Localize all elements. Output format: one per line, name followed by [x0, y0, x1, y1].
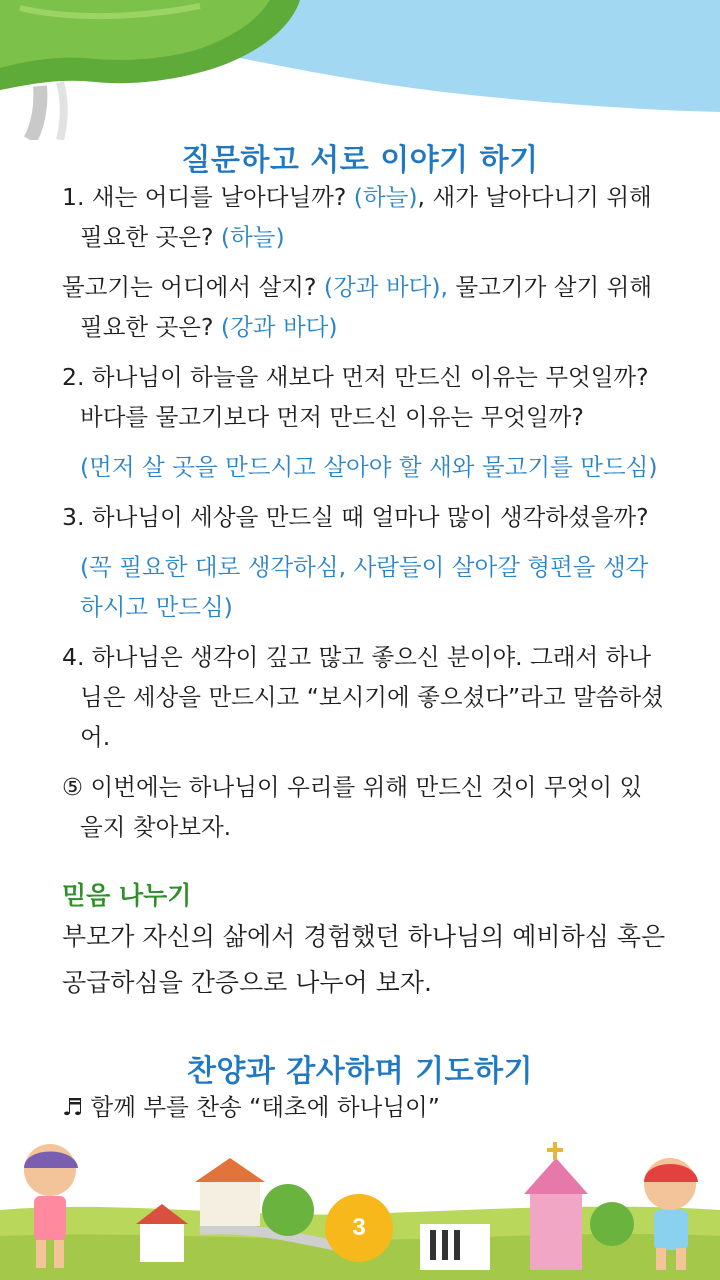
answer-text: (하늘)	[220, 223, 285, 251]
question-1-line-1	[62, 182, 652, 212]
question-text: 물고기는 어디에서 살지?	[62, 273, 324, 301]
question-4-line-2: 님은 세상을 만드시고 “보시기에 좋으셨다”라고 말씀하셨	[80, 683, 664, 711]
question-3-answer-1: (꼭 필요한 대로 생각하심, 사람들이 살아갈 형편을 생각	[80, 553, 649, 581]
question-5-line-2: 을지 찾아보자.	[80, 813, 232, 841]
question-4-line-1: 4. 하나님은 생각이 깊고 많고 좋으신 분이야. 그래서 하나	[62, 643, 652, 671]
answer-text: (강과 바다)	[220, 313, 338, 341]
faith-sharing-heading: 믿음 나누기	[62, 881, 192, 910]
question-text: 물고기가 살기 위해	[448, 273, 653, 301]
section-title-questions: 질문하고 서로 이야기 하기	[181, 143, 539, 178]
question-text: 1. 새는 어디를 날아다닐까?	[62, 183, 354, 211]
question-4-line-3: 어.	[80, 723, 111, 751]
hymn-text: 함께 부를 찬송 “태초에 하나님이”	[83, 1093, 440, 1121]
question-2-answer: (먼저 살 곳을 만드시고 살아야 할 새와 물고기를 만드심)	[80, 453, 658, 481]
question-3-line-1: 3. 하나님이 세상을 만드실 때 얼마나 많이 생각하셨을까?	[62, 503, 649, 531]
question-text: , 새가 날아다니기 위해	[417, 183, 652, 211]
faith-sharing-line-1: 부모가 자신의 삶에서 경험했던 하나님의 예비하심 혹은	[62, 922, 666, 951]
section-title-praise: 찬양과 감사하며 기도하기	[186, 1054, 534, 1089]
question-text: 필요한 곳은?	[80, 223, 221, 251]
answer-text: (강과 바다),	[323, 273, 448, 301]
question-1-fish-line-1	[62, 272, 652, 302]
question-2-line-2: 바다를 물고기보다 먼저 만드신 이유는 무엇일까?	[80, 403, 584, 431]
question-5-line-1: ⑤ 이번에는 하나님이 우리를 위해 만드신 것이 무엇이 있	[62, 773, 643, 801]
faith-sharing-line-2: 공급하심을 간증으로 나누어 보자.	[62, 968, 432, 997]
question-1-line-2	[80, 222, 285, 252]
tree-sky-illustration	[0, 0, 720, 140]
question-3-answer-2: 하시고 만드심)	[80, 593, 233, 621]
question-2-line-1: 2. 하나님이 하늘을 새보다 먼저 만드신 이유는 무엇일까?	[62, 363, 649, 391]
question-1-fish-line-2	[80, 312, 338, 342]
hymn-line	[62, 1092, 440, 1122]
music-note-icon: ♬	[62, 1093, 84, 1121]
page-number-badge: 3	[325, 1194, 393, 1262]
answer-text: (하늘)	[353, 183, 418, 211]
question-text: 필요한 곳은?	[80, 313, 221, 341]
